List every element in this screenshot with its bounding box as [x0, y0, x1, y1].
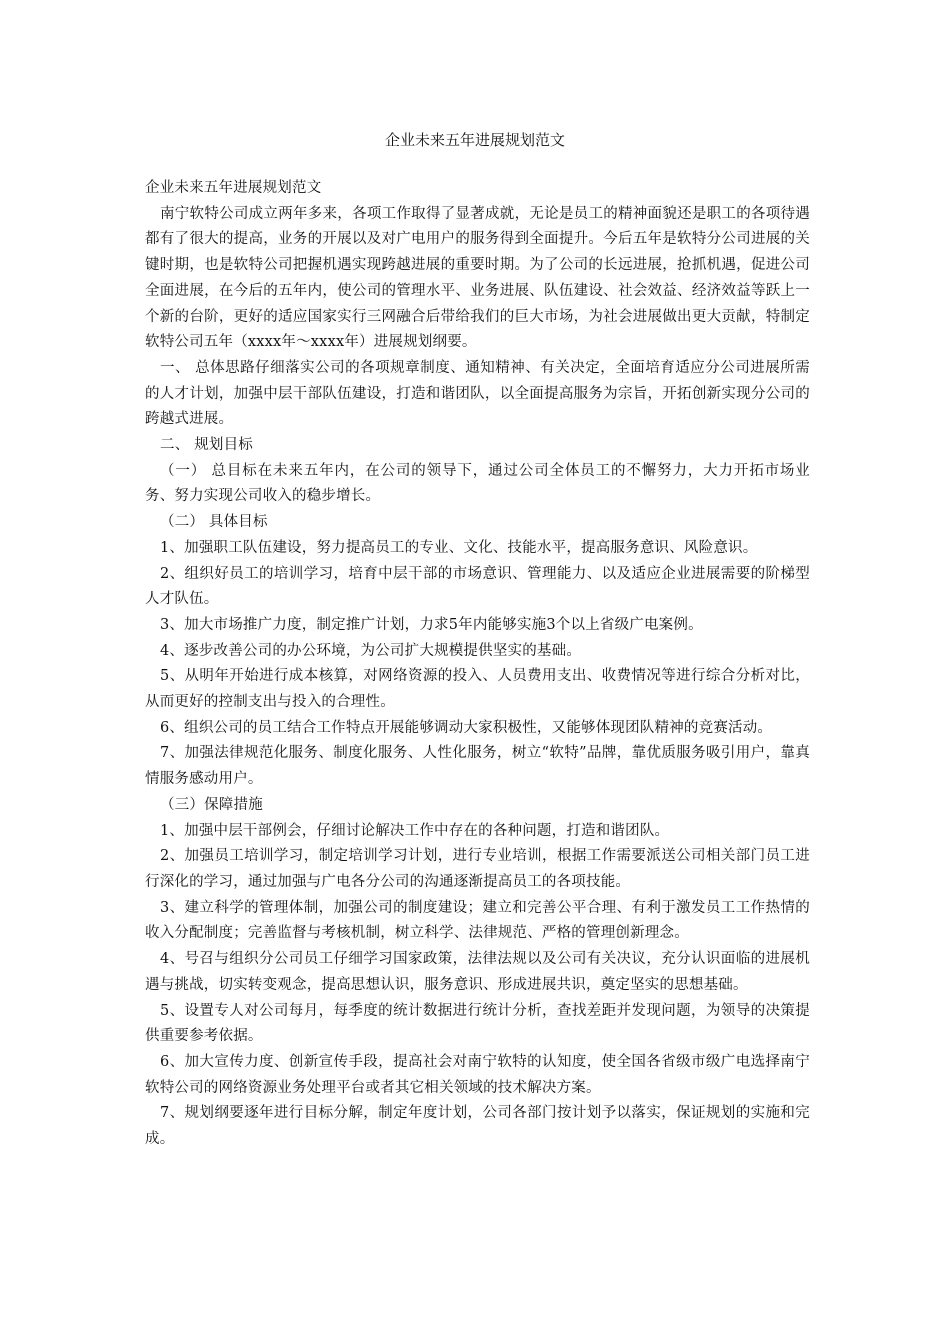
paragraph-overall-approach: 一、 总体思路仔细落实公司的各项规章制度、通知精神、有关决定，全面培育适应分公司进展所需的人才计划，加强中层干部队伍建设，打造和谐团队，以全面提高服务为宗旨，开拓创新实现分公司的跨越式进展。	[145, 359, 810, 428]
list-item-goal-4: 4、逐步改善公司的办公环境，为公司扩大规模提供坚实的基础。	[160, 642, 582, 659]
list-item-measure-6: 6、加大宣传力度、创新宣传手段，提高社会对南宁软特的认知度，使全国各省级市级广电选择南宁软特公司的网络资源业务处理平台或者其它相关领域的技术解决方案。	[145, 1053, 810, 1096]
list-item-goal-3: 3、加大市场推广力度，制定推广计划，力求5年内能够实施3个以上省级广电案例。	[160, 616, 703, 633]
page-title: 企业未来五年进展规划范文	[384, 131, 565, 149]
section-heading-goals: 二、 规划目标	[160, 437, 254, 454]
paragraph-overall-goal: （一） 总目标在未来五年内，在公司的领导下，通过公司全体员工的不懈努力，大力开拓市场业务、努力实现公司收入的稳步增长。	[145, 462, 810, 505]
list-item-measure-4: 4、号召与组织分公司员工仔细学习国家政策，法律法规以及公司有关决议，充分认识面临的进展机遇与挑战，切实转变观念，提高思想认识，服务意识、形成进展共识，奠定坚实的思想基础。	[145, 951, 810, 993]
list-item-measure-2: 2、加强员工培训学习，制定培训学习计划，进行专业培训，根据工作需要派送公司相关部门员工进行深化的学习，通过加强与广电各分公司的沟通逐渐提高员工的各项技能。	[145, 848, 810, 890]
list-item-measure-1: 1、加强中层干部例会，仔细讨论解决工作中存在的各种问题，打造和谐团队。	[160, 822, 670, 839]
list-item-goal-1: 1、加强职工队伍建设，努力提高员工的专业、文化、技能水平，提高服务意识、风险意识。	[160, 539, 758, 556]
list-item-measure-7: 7、规划纲要逐年进行目标分解，制定年度计划，公司各部门按计划予以落实，保证规划的实施和完成。	[145, 1105, 810, 1148]
list-item-goal-5: 5、从明年开始进行成本核算，对网络资源的投入、人员费用支出、收费情况等进行综合分析对比，从而更好的控制支出与投入的合理性。	[145, 668, 810, 711]
list-item-goal-2: 2、组织好员工的培训学习，培育中层干部的市场意识、管理能力、以及适应企业进展需要的阶梯型人才队伍。	[145, 565, 810, 608]
document-subtitle: 企业未来五年进展规划范文	[145, 180, 322, 196]
paragraph-intro: 南宁软特公司成立两年多来，各项工作取得了显著成就，无论是员工的精神面貌还是职工的各项待遇都有了很大的提高，业务的开展以及对广电用户的服务得到全面提升。今后五年是软特分公司进展的关键时期，也是软特公司把握机遇实现跨越进展的重要时期。为了公司的长远进展，抢抓机遇，促进公司全面进展，在今后的五年内，使公司的管理水平、业务进展、队伍建设、社会效益、经济效益等跃上一个新的台阶，更好的适应国家实行三网融合后带给我们的巨大市场，为社会进展做出更大贡献，特制定软特公司五年（xxxx年～xxxx年）进展规划纲要。	[145, 205, 810, 351]
section-heading-specific-goals: （二） 具体目标	[160, 514, 268, 531]
document-body	[145, 176, 810, 1153]
list-item-goal-7: 7、加强法律规范化服务、制度化服务、人性化服务，树立“软特”品牌，靠优质服务吸引用户，靠真情服务感动用户。	[145, 745, 810, 788]
list-item-measure-5: 5、设置专人对公司每月，每季度的统计数据进行统计分析，查找差距并发现问题，为领导的决策提供重要参考依据。	[145, 1002, 810, 1045]
list-item-measure-3: 3、建立科学的管理体制，加强公司的制度建设；建立和完善公平合理、有利于激发员工工作热情的收入分配制度；完善监督与考核机制，树立科学、法律规范、严格的管理创新理念。	[145, 899, 810, 942]
list-item-goal-6: 6、组织公司的员工结合工作特点开展能够调动大家积极性，又能够体现团队精神的竞赛活动。	[160, 719, 773, 736]
section-heading-measures: （三）保障措施	[160, 796, 263, 813]
